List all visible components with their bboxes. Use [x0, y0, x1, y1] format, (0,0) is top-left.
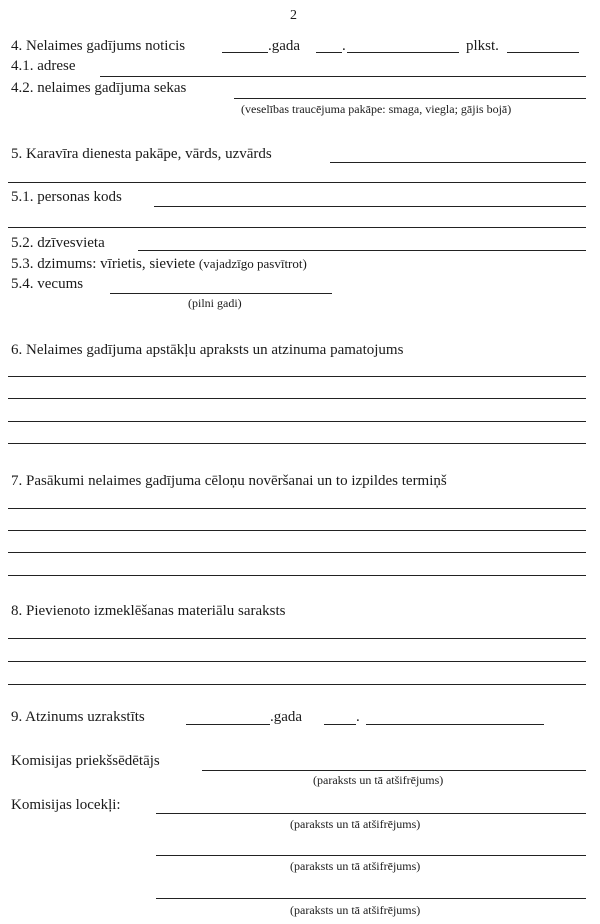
consequences-label: 4.2. nelaimes gadījuma sekas — [11, 80, 187, 96]
chair-label: Komisijas priekšsēdētājs — [11, 753, 160, 769]
chair-signature-line[interactable] — [202, 770, 586, 771]
materials-line-3[interactable] — [8, 684, 586, 685]
personal-code-field-line[interactable] — [154, 206, 586, 207]
gender-text: 5.3. dzimums: vīrietis, sieviete — [11, 256, 196, 272]
age-field-line[interactable] — [110, 293, 332, 294]
dot-text: . — [342, 38, 346, 54]
personal-code-extra-line[interactable] — [8, 227, 586, 228]
consequences-hint: (veselības traucējuma pakāpe: smaga, viegla; gājis bojā) — [241, 102, 512, 116]
member-1-signature-hint: (paraksts un tā atšifrējums) — [290, 817, 421, 831]
gender-hint: (vajadzīgo pasvītrot) — [198, 256, 307, 271]
age-hint: (pilni gadi) — [188, 296, 242, 310]
month-field-line[interactable] — [347, 52, 459, 53]
member-1-signature-line[interactable] — [156, 813, 586, 814]
written-date-field-line[interactable] — [324, 724, 356, 725]
section-7-label: 7. Pasākumi nelaimes gadījuma cēloņu novēršanai un to izpildes termiņš — [11, 473, 447, 489]
section-8-label: 8. Pievienoto izmeklēšanas materiālu saraksts — [11, 603, 286, 619]
member-3-signature-line[interactable] — [156, 898, 586, 899]
gada-text: .gada — [268, 38, 301, 54]
member-3-signature-hint: (paraksts un tā atšifrējums) — [290, 903, 421, 917]
gender-label — [11, 255, 307, 273]
measures-line-2[interactable] — [8, 530, 586, 531]
section-6-label: 6. Nelaimes gadījuma apstākļu apraksts un atzinuma pamatojums — [11, 342, 404, 358]
section-4-label: 4. Nelaimes gadījums noticis — [11, 38, 186, 54]
page-number: 2 — [290, 8, 297, 23]
member-2-signature-hint: (paraksts un tā atšifrējums) — [290, 859, 421, 873]
description-line-3[interactable] — [8, 421, 586, 422]
measures-line-1[interactable] — [8, 508, 586, 509]
member-2-signature-line[interactable] — [156, 855, 586, 856]
section-5-label: 5. Karavīra dienesta pakāpe, vārds, uzvārds — [11, 146, 272, 162]
address-label: 4.1. adrese — [11, 58, 76, 74]
residence-label: 5.2. dzīvesvieta — [11, 235, 105, 251]
plkst-text: plkst. — [466, 38, 499, 54]
written-month-field-line[interactable] — [366, 724, 544, 725]
measures-line-4[interactable] — [8, 575, 586, 576]
materials-line-1[interactable] — [8, 638, 586, 639]
day-field-line[interactable] — [222, 52, 268, 53]
description-line-4[interactable] — [8, 443, 586, 444]
age-label: 5.4. vecums — [11, 276, 84, 292]
personal-code-label: 5.1. personas kods — [11, 189, 122, 205]
description-line-2[interactable] — [8, 398, 586, 399]
measures-line-3[interactable] — [8, 552, 586, 553]
description-line-1[interactable] — [8, 376, 586, 377]
written-day-field-line[interactable] — [186, 724, 270, 725]
written-dot-text: . — [356, 709, 360, 725]
consequences-field-line[interactable] — [234, 98, 586, 99]
section-9-label: 9. Atzinums uzrakstīts — [11, 709, 145, 725]
time-field-line[interactable] — [507, 52, 579, 53]
members-label: Komisijas locekļi: — [11, 797, 121, 813]
soldier-name-field-line[interactable] — [330, 162, 586, 163]
materials-line-2[interactable] — [8, 661, 586, 662]
address-field-line[interactable] — [100, 76, 586, 77]
written-gada-text: .gada — [270, 709, 303, 725]
soldier-name-extra-line[interactable] — [8, 182, 586, 183]
chair-signature-hint: (paraksts un tā atšifrējums) — [313, 773, 444, 787]
day-of-month-field-line[interactable] — [316, 52, 342, 53]
residence-field-line[interactable] — [138, 250, 586, 251]
